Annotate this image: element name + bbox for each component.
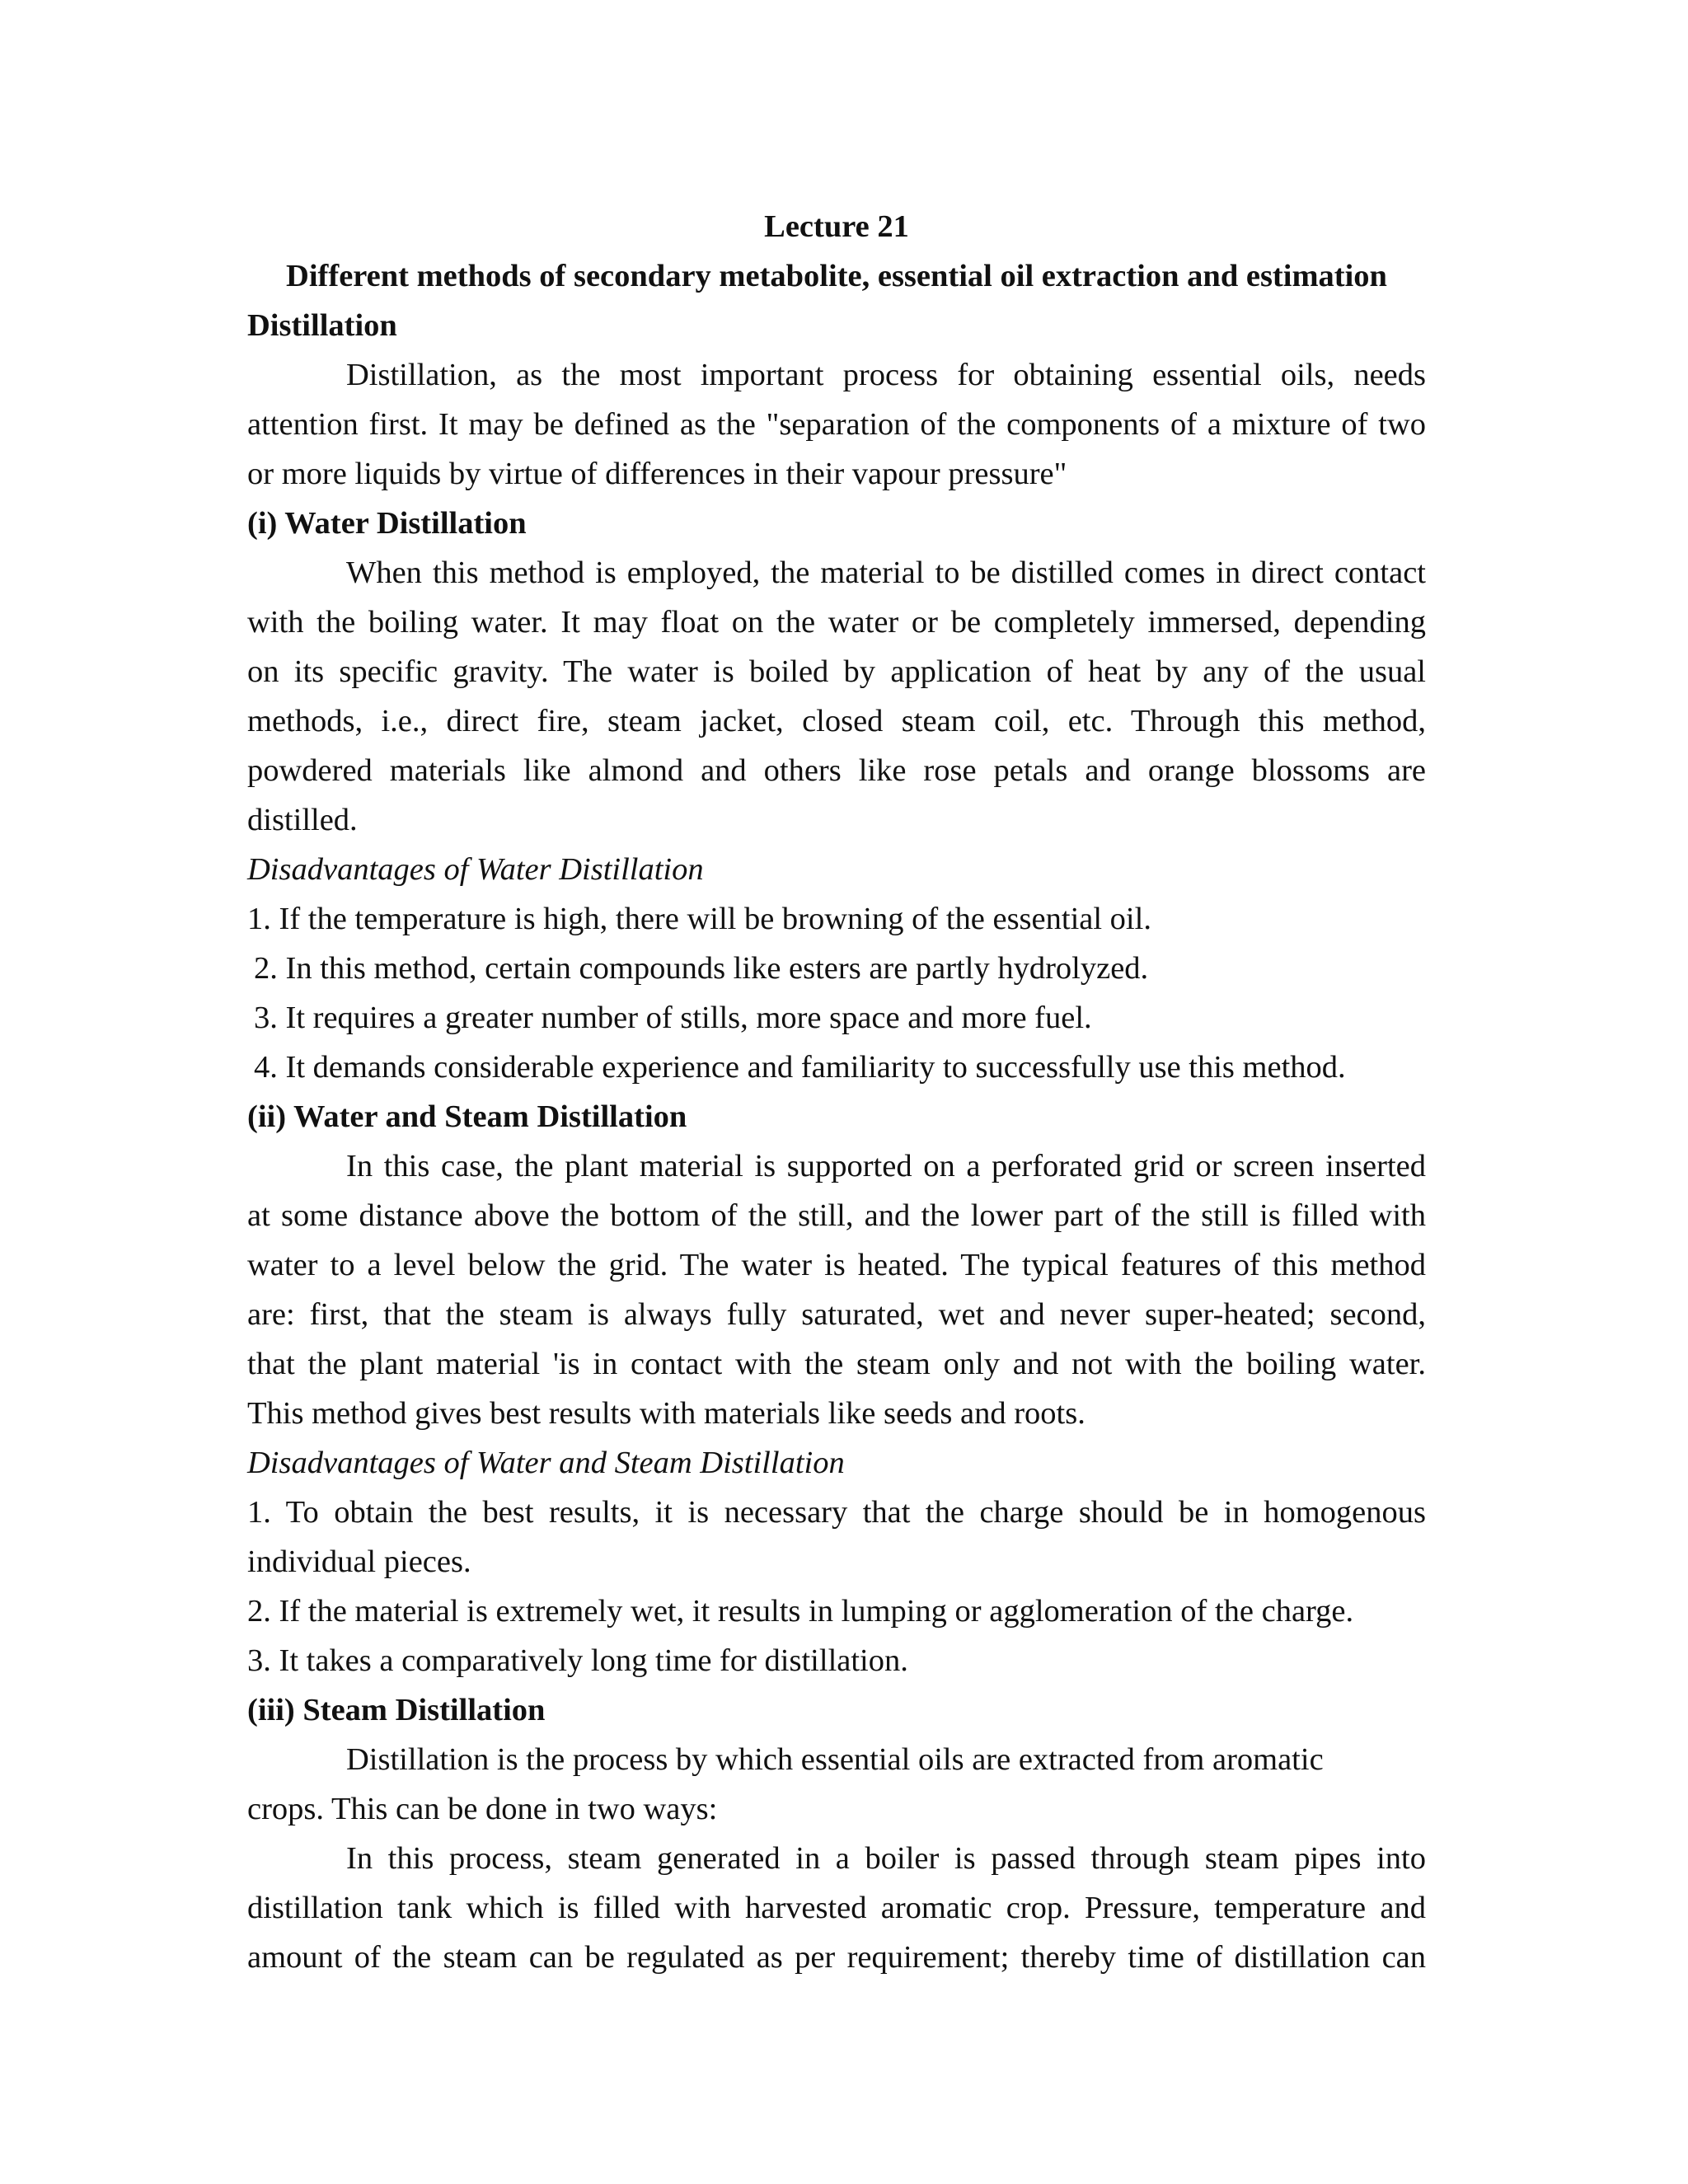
paragraph-line: distillation tank which is filled with harvested aromatic crop. Pressure, temperature and: [247, 1891, 1426, 1925]
water-steam-paragraph: [247, 1141, 1426, 1438]
list-item: 2. In this method, certain compounds like esters are partly hydrolyzed.: [254, 951, 1149, 986]
heading-disadvantages-water: Disadvantages of Water Distillation: [247, 852, 704, 887]
lecture-title: Lecture 21: [764, 209, 909, 244]
paragraph-line: powdered materials like almond and others like rose petals and orange blossoms are: [247, 753, 1426, 788]
list-item: 1. To obtain the best results, it is necessary that the charge should be in homogenous: [247, 1495, 1426, 1530]
steam-distillation-paragraph-1: [247, 1735, 1426, 1834]
paragraph-line: are: first, that the steam is always fully saturated, wet and never super-heated; second,: [247, 1297, 1426, 1332]
list-item: 2. If the material is extremely wet, it results in lumping or agglomeration of the charge.: [247, 1594, 1354, 1629]
intro-line: attention first. It may be defined as the "separation of the components of a mixture of two: [247, 407, 1426, 442]
disadvantages-water-steam-list: [247, 1488, 1426, 1685]
document-page: [247, 202, 1426, 1982]
heading-steam-distillation: (iii) Steam Distillation: [247, 1693, 546, 1727]
steam-distillation-paragraph-2: [247, 1834, 1426, 1982]
paragraph-line: amount of the steam can be regulated as per requirement; thereby time of distillation can: [247, 1940, 1426, 1975]
paragraph-line: In this process, steam generated in a boiler is passed through steam pipes into: [346, 1841, 1426, 1876]
paragraph-line: Distillation is the process by which essential oils are extracted from aromatic: [346, 1742, 1324, 1777]
paragraph-line: distilled.: [247, 803, 358, 837]
heading-water-steam-distillation: (ii) Water and Steam Distillation: [247, 1099, 687, 1134]
paragraph-line: This method gives best results with materials like seeds and roots.: [247, 1396, 1085, 1431]
lecture-subtitle: Different methods of secondary metabolite, essential oil extraction and estimation: [286, 259, 1387, 293]
heading-disadvantages-water-steam: Disadvantages of Water and Steam Distillation: [247, 1446, 845, 1480]
heading-water-distillation: (i) Water Distillation: [247, 506, 527, 541]
paragraph-line: water to a level below the grid. The water is heated. The typical features of this method: [247, 1248, 1426, 1282]
paragraph-line: crops. This can be done in two ways:: [247, 1792, 718, 1826]
paragraph-line: on its specific gravity. The water is boiled by application of heat by any of the usual: [247, 654, 1426, 689]
intro-paragraph: [247, 350, 1426, 499]
paragraph-line: In this case, the plant material is supported on a perforated grid or screen inserted: [346, 1149, 1426, 1183]
paragraph-line: When this method is employed, the material to be distilled comes in direct contact: [346, 555, 1426, 590]
paragraph-line: with the boiling water. It may float on the water or be completely immersed, depending: [247, 605, 1426, 640]
intro-line: Distillation, as the most important process for obtaining essential oils, needs: [346, 358, 1426, 392]
section-heading-distillation: Distillation: [247, 308, 397, 343]
paragraph-line: methods, i.e., direct fire, steam jacket, closed steam coil, etc. Through this method,: [247, 704, 1426, 738]
paragraph-line: that the plant material 'is in contact with the steam only and not with the boiling water.: [247, 1347, 1426, 1381]
list-item-continuation: individual pieces.: [247, 1544, 471, 1579]
paragraph-line: at some distance above the bottom of the still, and the lower part of the still is filled with: [247, 1198, 1426, 1233]
list-item: 4. It demands considerable experience and familiarity to successfully use this method.: [254, 1050, 1346, 1085]
water-distillation-paragraph: [247, 548, 1426, 845]
list-item: 3. It takes a comparatively long time for distillation.: [247, 1643, 908, 1678]
intro-line: or more liquids by virtue of differences in their vapour pressure": [247, 457, 1067, 491]
disadvantages-water-list: [247, 894, 1426, 1092]
list-item: 1. If the temperature is high, there will be browning of the essential oil.: [247, 902, 1151, 936]
list-item: 3. It requires a greater number of stills, more space and more fuel.: [254, 1001, 1092, 1035]
